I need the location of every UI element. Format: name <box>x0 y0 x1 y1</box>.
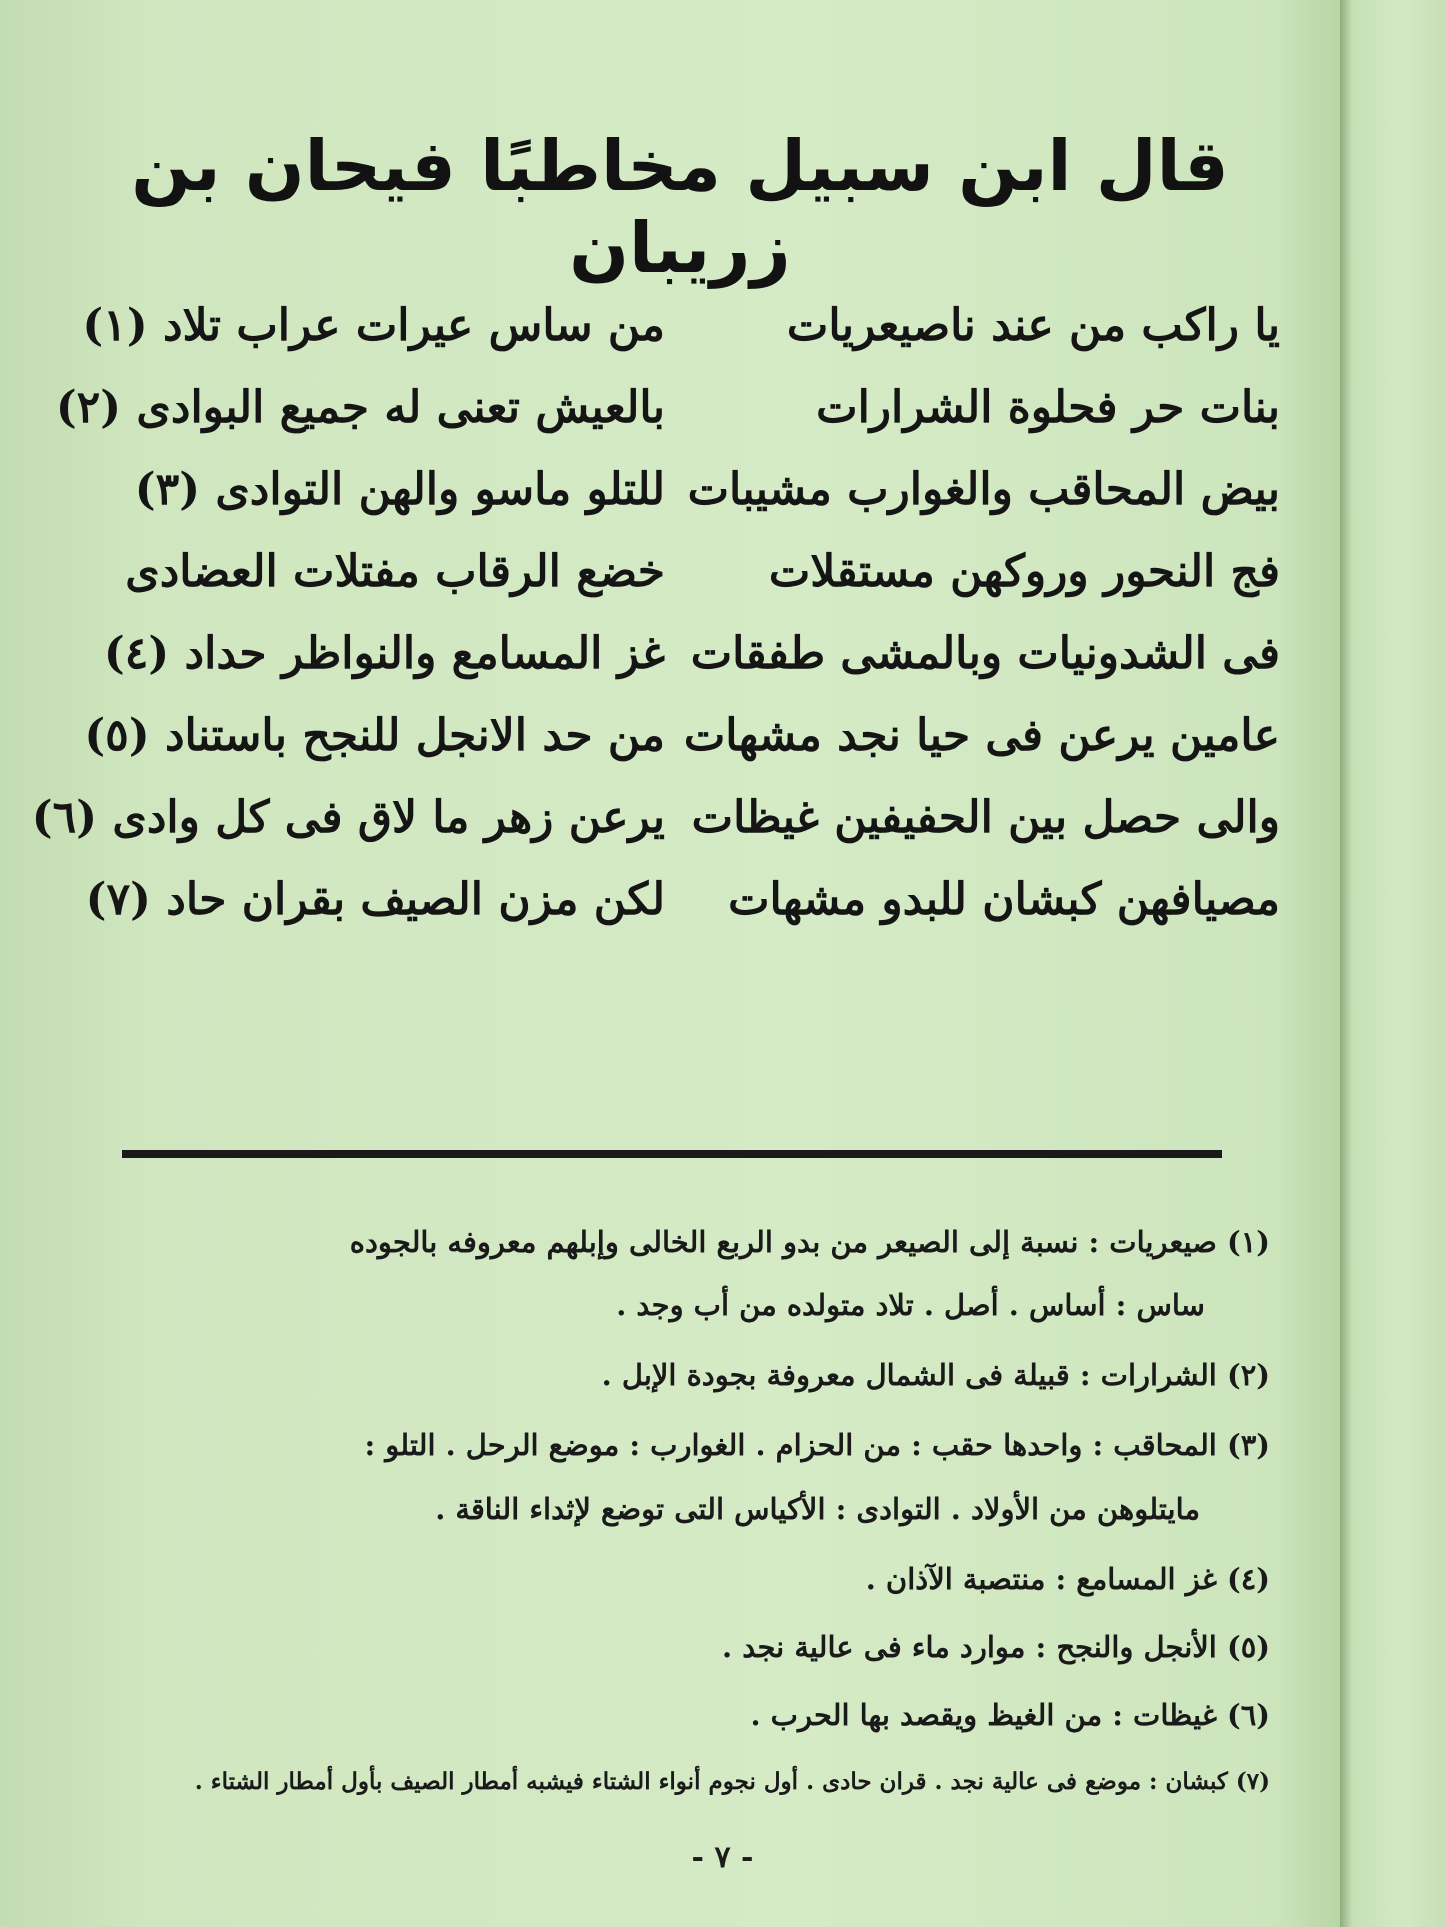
footnote-divider <box>122 1150 1222 1158</box>
verse-second-hemistich: من حد الانجل للنجح باستناد (٥) <box>84 710 665 761</box>
verse-second-hemistich: من ساس عيرات عراب تلاد (١) <box>82 300 665 351</box>
verse-row <box>84 710 1280 780</box>
verse-first-hemistich: يا راكب من عند ناصيعريات <box>786 300 1280 351</box>
poem-verses <box>31 300 1280 1080</box>
poem-title: قال ابن سبيل مخاطبًا فيحان بن زريبان <box>131 125 1229 289</box>
verse-row <box>31 792 1280 862</box>
verse-first-hemistich: مصيافهن كبشان للبدو مشهات <box>728 874 1280 925</box>
verse-second-hemistich: يرعن زهر ما لاق فى كل وادى (٦) <box>31 792 665 843</box>
verse-row <box>100 464 1280 534</box>
footnote-2: (٢) الشرارات : قبيلة فى الشمال معروفة بجودة الإبل . <box>601 1358 1270 1392</box>
verse-second-hemistich: للتلو ماسو والهن التوادى (٣) <box>134 464 665 515</box>
footnote-3: (٣) المحاقب : واحدها حقب : من الحزام . الغوارب : موضع الرحل . التلو : <box>364 1428 1270 1462</box>
footnote-1: (١) صيعريات : نسبة إلى الصيعر من بدو الربع الخالى وإبلهم معروفه بالجوده <box>349 1225 1270 1259</box>
verse-first-hemistich: عامين يرعن فى حيا نجد مشهات <box>683 710 1280 761</box>
footnote-7: (٧) كبشان : موضع فى عالية نجد . قران حادى . أول نجوم أنواء الشتاء فيشبه أمطار الصيف بأول أمطار الشتاء . <box>194 1768 1270 1795</box>
verse-row <box>100 628 1280 698</box>
footnote-3-continuation: مايتلوهن من الأولاد . التوادى : الأكياس التى توضع لإثداء الناقة . <box>435 1492 1200 1526</box>
verse-row <box>85 874 1280 944</box>
verse-row <box>82 300 1280 370</box>
verse-first-hemistich: والى حصل بين الحفيفين غيظات <box>691 792 1280 843</box>
verse-first-hemistich: فج النحور وروكهن مستقلات <box>768 546 1280 597</box>
facing-page-edge <box>1340 0 1445 1927</box>
footnote-1-continuation: ساس : أساس . أصل . تلاد متولده من أب وجد . <box>616 1288 1205 1322</box>
footnote-6: (٦) غيظات : من الغيظ ويقصد بها الحرب . <box>750 1698 1270 1732</box>
page-number: - ٧ - <box>691 1840 754 1875</box>
verse-row <box>55 382 1280 452</box>
verse-first-hemistich: بيض المحاقب والغوارب مشيبات <box>687 464 1280 515</box>
footnote-4: (٤) غز المسامع : منتصبة الآذان . <box>865 1562 1270 1596</box>
footnote-5: (٥) الأنجل والنجح : موارد ماء فى عالية نجد . <box>722 1630 1270 1664</box>
verse-second-hemistich: غز المسامع والنواظر حداد (٤) <box>103 628 665 679</box>
verse-row <box>100 546 1280 616</box>
verse-second-hemistich: بالعيش تعنى له جميع البوادى (٢) <box>55 382 665 433</box>
verse-first-hemistich: بنات حر فحلوة الشرارات <box>816 382 1280 433</box>
verse-second-hemistich: لكن مزن الصيف بقران حاد (٧) <box>85 874 665 925</box>
verse-first-hemistich: فى الشدونيات وبالمشى طفقات <box>690 628 1280 679</box>
verse-second-hemistich: خضع الرقاب مفتلات العضادى <box>125 546 665 597</box>
